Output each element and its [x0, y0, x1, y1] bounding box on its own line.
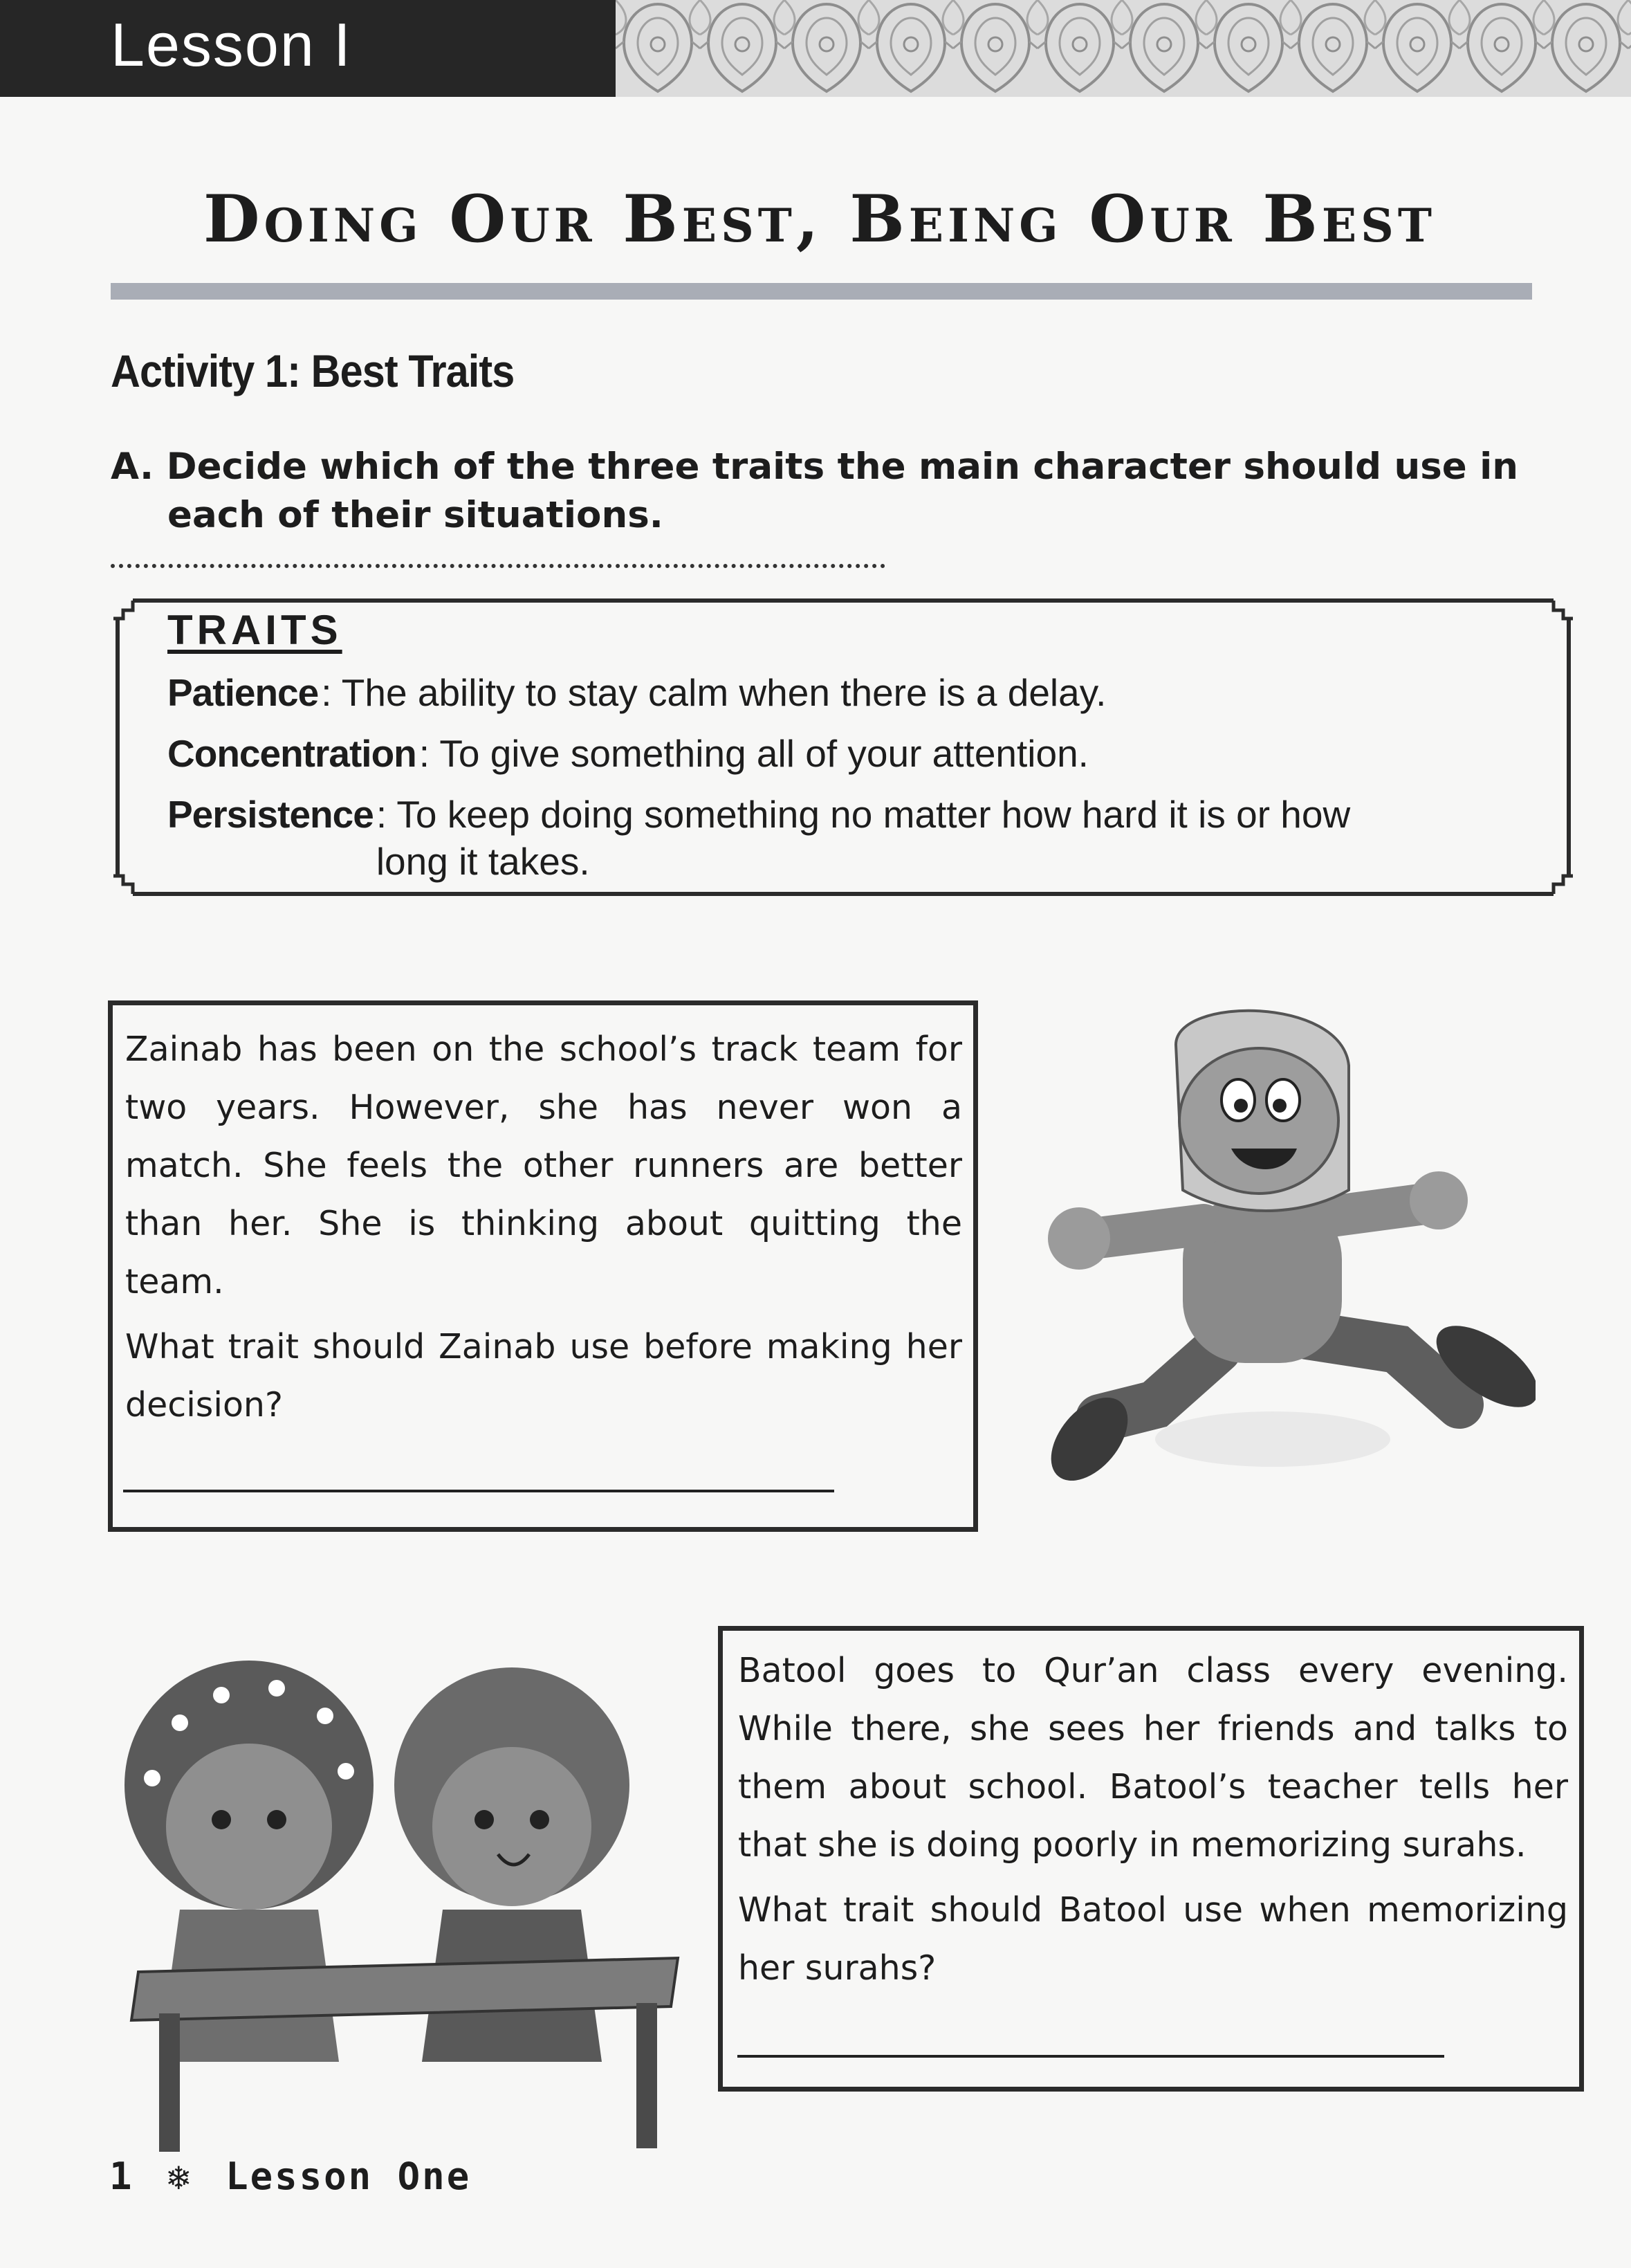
story-text: Batool goes to Qur’an class every evening. While there, she sees her friends and talks to them about school. Batool’s teacher tells her that she is doing poorly in memorizing surahs.	[738, 1651, 1568, 1865]
activity-instruction: A. Decide which of the three traits the main character should use in each of their situations.	[111, 446, 1519, 536]
traits-box	[167, 606, 1482, 899]
question-text: What trait should Zainab use before making her decision?	[125, 1327, 962, 1425]
question-text: What trait should Batool use when memorizing her surahs?	[738, 1890, 1568, 1988]
answer-line-batool[interactable]	[737, 2055, 1444, 2058]
running-girl-illustration	[1010, 989, 1536, 1529]
page-title: Doing Our Best, Being Our Best	[203, 181, 1436, 257]
situation-box-zainab	[108, 1000, 978, 1532]
trait-definition: : The ability to stay calm when there is a delay.	[321, 671, 1107, 714]
story-text: Zainab has been on the school’s track team for two years. However, she has never won a match. She feels the other runners are better than her. She is thinking about quitting the team.	[125, 1030, 962, 1301]
traits-heading: TRAITS	[167, 607, 342, 653]
trait-concentration	[167, 730, 1482, 777]
trait-definition: : To keep doing something no matter how hard it is or how long it takes.	[376, 793, 1351, 883]
snowflake-icon: ❄	[165, 2159, 194, 2197]
trait-patience	[167, 669, 1482, 716]
situation-box-batool	[718, 1626, 1584, 2092]
ornamental-border	[616, 0, 1631, 97]
trait-definition: : To give something all of your attention.	[418, 732, 1089, 775]
activity-heading: Activity 1: Best Traits	[111, 345, 515, 396]
trait-term: Concentration	[167, 732, 416, 775]
trait-persistence	[167, 791, 1482, 885]
footer-lesson-name: Lesson One	[225, 2155, 472, 2198]
lesson-label: Lesson I	[111, 10, 352, 79]
answer-line-zainab[interactable]	[123, 1490, 834, 1492]
lesson-tab	[0, 0, 616, 97]
trait-term: Patience	[167, 671, 319, 714]
page-footer	[109, 2155, 471, 2198]
page-number: 1	[109, 2155, 134, 2198]
two-girls-at-desk-illustration	[111, 1647, 706, 2179]
title-rule	[111, 283, 1532, 300]
trait-term: Persistence	[167, 793, 374, 836]
dotted-divider	[111, 564, 885, 568]
